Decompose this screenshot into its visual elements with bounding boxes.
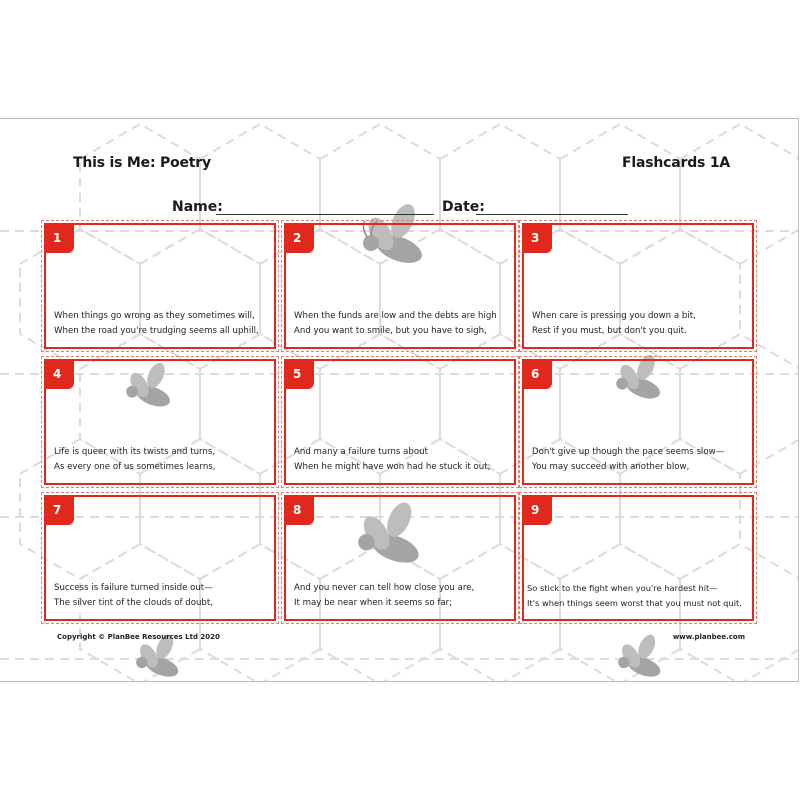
card-verse xyxy=(54,309,270,339)
card-verse xyxy=(54,445,270,475)
verse-line: When the road you're trudging seems all uphill, xyxy=(54,326,259,336)
flashcard-5 xyxy=(284,359,516,485)
card-verse xyxy=(294,309,510,339)
bee-icon xyxy=(612,631,670,681)
flashcard-6 xyxy=(522,359,754,485)
flashcard-8 xyxy=(284,495,516,621)
website-link[interactable]: www.planbee.com xyxy=(672,633,745,641)
card-number: 5 xyxy=(284,359,314,389)
card-verse xyxy=(294,581,510,611)
flashcard-1 xyxy=(44,223,276,349)
name-label: Name: xyxy=(172,199,223,215)
verse-line: And you never can tell how close you are, xyxy=(294,583,475,593)
card-verse xyxy=(54,581,270,611)
card-verse xyxy=(532,445,748,475)
card-number: 1 xyxy=(44,223,74,253)
verse-line: When the funds are low and the debts are high xyxy=(294,311,497,321)
flashcard-3 xyxy=(522,223,754,349)
verse-line: When things go wrong as they sometimes will, xyxy=(54,311,255,321)
date-field[interactable] xyxy=(476,214,628,215)
verse-line: Life is queer with its twists and turns, xyxy=(54,447,216,457)
name-field[interactable] xyxy=(216,214,434,215)
verse-line: The silver tint of the clouds of doubt, xyxy=(54,598,213,608)
verse-line: Don't give up though the pace seems slow— xyxy=(532,447,725,457)
verse-line: And many a failure turns about xyxy=(294,447,428,457)
verse-line: It's when things seem worst that you must not quit. xyxy=(527,598,742,608)
verse-line: Rest if you must, but don't you quit. xyxy=(532,326,687,336)
verse-line: When care is pressing you down a bit, xyxy=(532,311,696,321)
card-number: 6 xyxy=(522,359,552,389)
flashcard-9 xyxy=(522,495,754,621)
flashcard-2 xyxy=(284,223,516,349)
card-verse xyxy=(527,581,748,611)
flashcard-set-label: Flashcards 1A xyxy=(622,155,730,171)
verse-line: Success is failure turned inside out— xyxy=(54,583,213,593)
verse-line: You may succeed with another blow, xyxy=(532,462,690,472)
card-verse xyxy=(532,309,748,339)
card-number: 7 xyxy=(44,495,74,525)
worksheet-page xyxy=(0,118,799,682)
verse-line: And you want to smile, but you have to sigh, xyxy=(294,326,487,336)
card-number: 4 xyxy=(44,359,74,389)
verse-line: It may be near when it seems so far; xyxy=(294,598,453,608)
verse-line: So stick to the fight when you're hardest hit— xyxy=(527,583,718,593)
card-number: 3 xyxy=(522,223,552,253)
copyright-notice: Copyright © PlanBee Resources Ltd 2020 xyxy=(57,633,220,641)
date-label: Date: xyxy=(442,199,485,215)
worksheet-title: This is Me: Poetry xyxy=(73,155,211,171)
flashcard-4 xyxy=(44,359,276,485)
flashcard-7 xyxy=(44,495,276,621)
card-number: 8 xyxy=(284,495,314,525)
card-verse xyxy=(294,445,510,475)
verse-line: When he might have won had he stuck it out; xyxy=(294,462,491,472)
card-number: 2 xyxy=(284,223,314,253)
verse-line: As every one of us sometimes learns, xyxy=(54,462,216,472)
card-number: 9 xyxy=(522,495,552,525)
